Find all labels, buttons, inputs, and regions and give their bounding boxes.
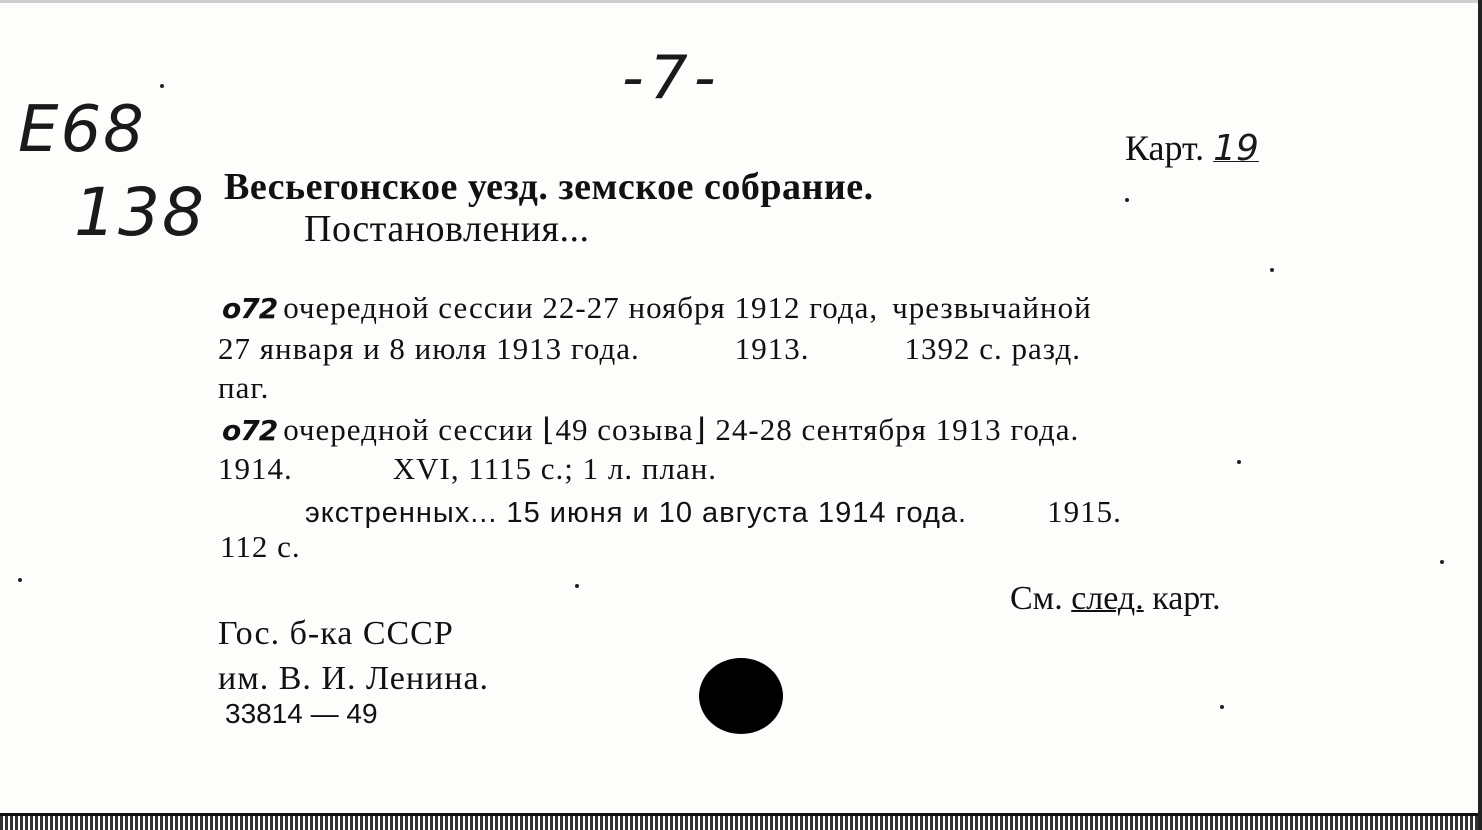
card-number-value: 19 <box>1213 128 1259 169</box>
entry2-pages: XVI, 1115 с.; 1 л. план. <box>392 451 718 486</box>
speck <box>1237 460 1241 464</box>
card-subheading: Постановления... <box>304 208 590 250</box>
punch-hole <box>699 658 783 734</box>
entry1-line1 <box>222 292 1092 323</box>
card-bottom-edge <box>0 813 1478 830</box>
speck <box>160 84 164 88</box>
entry1-date: 27 января и 8 июля 1913 года. <box>218 331 640 366</box>
speck <box>18 578 22 582</box>
entry3-year: 1915. <box>1047 494 1122 529</box>
library-line2: им. В. И. Ленина. <box>218 660 490 697</box>
card-number <box>1125 130 1259 167</box>
entry2-year: 1914. <box>218 451 293 486</box>
library-line1: Гос. б-ка СССР <box>218 615 454 652</box>
continuation-underlined: след. <box>1071 580 1144 617</box>
shelf-mark-line2: 138 <box>74 174 206 251</box>
entry1-mark: о72 <box>222 292 278 325</box>
entry1-pages: 1392 с. разд. <box>904 331 1081 366</box>
entry2-line1 <box>222 414 1079 445</box>
shelf-mark-line1: E68 <box>18 93 146 167</box>
entry3-line2: 112 с. <box>220 529 301 564</box>
continuation-note <box>1010 582 1221 616</box>
library-line3: 33814 — 49 <box>225 698 378 729</box>
entry1-text-a: очередной сессии 22-27 ноября 1912 года, <box>283 290 879 325</box>
speck <box>575 584 579 588</box>
page-mark: -7- <box>622 43 722 113</box>
entry2-mark: о72 <box>222 414 278 447</box>
entry3-text: экстренных... 15 июня и 10 августа 1914 года. <box>305 497 968 529</box>
card-heading: Весьегонское уезд. земское собрание. <box>224 166 874 208</box>
speck <box>1125 198 1129 202</box>
entry1-text-b: чрезвычайной <box>892 290 1092 325</box>
card-number-label: Карт. <box>1125 128 1205 168</box>
speck <box>1440 560 1444 564</box>
entry2-text: очередной сессии ⌊49 созыва⌋ 24-28 сентября 1913 года. <box>283 412 1080 447</box>
entry1-line2 <box>218 333 1081 364</box>
entry3-line1 <box>305 496 1122 528</box>
entry2-line2 <box>218 453 717 484</box>
continuation-prefix: См. <box>1010 580 1063 617</box>
entry1-year: 1913. <box>734 331 810 366</box>
entry1-line3: паг. <box>218 370 270 405</box>
speck <box>1270 268 1274 272</box>
continuation-suffix: карт. <box>1152 580 1221 617</box>
speck <box>1220 705 1224 709</box>
